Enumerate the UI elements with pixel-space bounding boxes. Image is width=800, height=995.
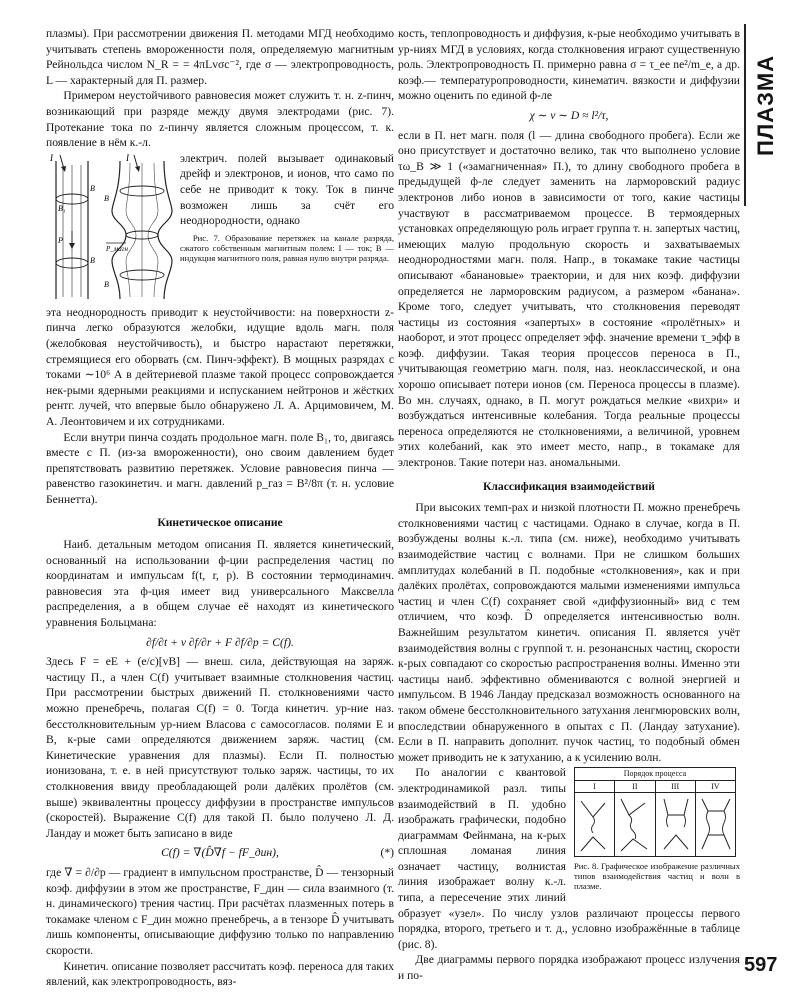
left-column: [46, 26, 394, 990]
fig7-label-P: P: [58, 235, 63, 245]
right-paragraph-1: кость, теплопроводность и диффузия, к-рые необходимо учитывать в ур-ниях МГД в условиях, когда столкновения играют существенную роль. Электропроводность П. примерно равна σ = τ_ее ne²/m_e, а др. коэф.— температуропроводности, кинематич. вязкости и диффузии можно оценить по единой ф-ле: [398, 27, 740, 103]
left-paragraph-7: где ∇ = ∂/∂p — градиент в импульсном пространстве, D̂ — тензорный коэф. диффузии в этом же пространстве, F_дин — сила взаимного (т. н. динамического) трения частиц. При расчётах плазменных потерь в токамаке членом с F_дин можно пренебречь, а в тензоре D̂ учитывать лишь компоненты, описывающие диффузию только по направлению скорости.: [46, 865, 394, 957]
figure-7: [46, 151, 174, 303]
right-paragraph-4: По аналогии с квантовой электродинамикой разл. типы взаимодействий в П. удобно изображать графически, подобно диаграммам Фейнмана, на к-рых сплошная ломаная линия означает частицу, волнистая линия изображает волну к.-л. типа, а пересечение этих линий образует «узел». По числу узлов различают процессы первого порядка, второго, третьего и т. д., условно изображённые в таблице (рис. 8).: [398, 766, 740, 951]
diagram-third-order-icon: [656, 793, 695, 855]
left-paragraph-4: Если внутри пинча создать продольное магн. поле B₁, то, двигаясь вместе с П. (из-за вмороженности), оно своим давлением будет препятствовать развитию перетяжек. Условие равновесия пинча — равенство газокинетич. и магн. давлений p_газ = B²/8π (т. н. условие Беннетта).: [46, 430, 394, 506]
heading-classification: Классификация взаимодействий: [483, 479, 655, 493]
figure-7-pinch-diagram: [46, 151, 174, 303]
left-paragraph-3: эта неоднородность приводит к неустойчивости: на поверхности z-пинча легко образуются желобки, идущие вдоль магн. поля (желобковая неустойчивость), и быстро нарастают перетяжки, стремящиеся его оборвать (см. Пинч-эффект). В мощных разрядах с токами ∼10⁶ А в дейтериевой плазме такой процесс сопровождается нек-рыми ядерными реакциями и испусканием нейтронов и жёстких рентг. лучей, что впервые было обнаружено Л. А. Арцимовичем, М. А. Леонтовичем и их сотрудниками.: [46, 305, 394, 428]
side-rule: [744, 24, 746, 206]
side-title: ПЛАЗМА: [753, 54, 778, 156]
formula-landau-block: [46, 845, 394, 861]
left-paragraph-2: Примером неустойчивого равновесия может служить т. н. z-пинч, возникающий при разряде между двумя электродами (рис. 7). Протекание тока по z-пинчу является сложным процессом, т. к. появление в нём к.-л.: [46, 89, 394, 150]
right-paragraph-3: При высоких темп-рах и низкой плотности П. можно пренебречь столкновениями частиц с частицами. Однако в случае, когда в П. возбуждены волны к.-л. типа (см. ниже), необходимо учитывать взаимодействие частиц с волнами. При не слишком больших амплитудах колебаний в П. подобные «столкновения», как и при далёких пролётах, сопровождаются малыми изменениями импульса частиц и член C(f) сохраняет свой «диффузионный» вид с тем отличием, что коэф. D̂ определяется интенсивностью волн. Важнейшим результатом кинетич. описания П. является учёт взаимодействия волны с группой т. н. резонансных частиц, скорости к-рых совпадают со скоростью распространения волны. Именно эти частицы наиб. эффективно обмениваются с волной энергией и импульсом. В 1946 Ландау предсказал возможность основанного на таком обмене бесстолкновительного затухания ленгмюровских волн, впоследствии обнаруженного в опытах с П. (Ландау затухание). Если в П. направить дополнит. пучок частиц, то подобный обмен может приводить не к затуханию, а к усилению волн.: [398, 501, 740, 764]
heading-kinetic-description: Кинетическое описание: [157, 516, 283, 530]
diagram-second-order-icon: [615, 793, 654, 855]
figure-8-title: Порядок процесса: [575, 768, 735, 781]
figure-8-columns: [575, 781, 735, 856]
fig7-label-B1: B: [90, 183, 95, 193]
left-paragraph-6: Здесь F = eE + (e/c)[vB] — внеш. сила, действующая на заряж. частицу П., а член C(f) учитывает взаимные столкновения частиц. При рассмотрении быстрых движений П. столкновениями часто можно пренебречь, полагая C(f) = 0. Тогда кинетич. ур-ние наз. бесстолкновительным ур-нием Власова с самосогласов. полями E и B, к-рые сами определяются движением заряж. частиц (см. Кинетические уравнения для плазмы). Если П. полностью ионизована, т. е. в ней присутствуют только заряж. частицы, то их столкновения ввиду преобладающей роли далёких пролётов (см. выше) эквивалентны процессу диффузии в пространстве импульсов (скоростей). Выражение C(f) для такой П. было получено Л. Д. Ландау и может быть записано в виде: [46, 655, 394, 840]
left-paragraph-5: Наиб. детальным методом описания П. является кинетический, основанный на использовании ф-ции распределения частиц по координатам и импульсам f(t, r, p). В состоянии термодинамич. равновесия эта ф-ция имеет вид универсального Максвелла распределения, а в общем случае её находят из кинетического уравнения Больцмана:: [46, 538, 394, 630]
fig7-label-B1sub: B₁: [58, 203, 66, 213]
formula-landau: C(f) = ∇(D̂∇f − fF_дин),: [161, 846, 279, 860]
formula-boltzmann: ∂f/∂t + v ∂f/∂r + F ∂f/∂p = C(f).: [146, 635, 294, 649]
diagram-first-order-icon: [575, 793, 614, 855]
fig7-label-B2: B: [90, 255, 95, 265]
fig7-label-B4: B: [104, 279, 109, 289]
right-column: [398, 26, 740, 984]
formula-landau-tag: (*): [380, 846, 394, 860]
page-number: 597: [744, 954, 778, 976]
diagram-fourth-order-icon: [696, 793, 735, 855]
left-paragraph-2-wrap: электрич. полей вызывает одинаковый дрейф и электронов, и ионов, что само по себе не приводит к току. Ток в пинче возможен лишь за счёт его неоднородности, однако: [180, 151, 394, 228]
figure-8-table: [574, 767, 736, 857]
right-paragraph-2: если в П. нет магн. поля (l — длина свободного пробега). Если же оно присутствует и достаточно велико, так что выполнено условие τω_B ≫ 1 («замагниченная» П.), то длину свободного пробега в предыдущей ф-ле следует заменить на ларморовский радиус электронов либо ионов в зависимости от того, какие частицы участвуют в рассматриваемом процессе. В термоядерных установках определяющую роль играет группа т. н. запертых частиц, имеющих малую продольную скорость и захватываемых неоднородностями магн. поля. Напр., в токамаке такие частицы описывают «банановые» траектории, и для них коэф. диффузии определяется не ларморовским радиусом, а размером «банана». Кроме того, следует учитывать, что столкновения переводят частицы из состояния «запертых» в состояние «пролётных» и наоборот, и этот процесс определяет эфф. значение времени τ_эфф в коэф. диффузии. Такая теория процессов переноса в П., учитывающая геометрию магн. поля, наз. неоклассической, и она хорошо описывает потери ионов (см. Переноса процессы в плазме). Во мн. случаях, однако, в П. могут рождаться мелкие «вихри» и возбуждаться интенсивные колебания. Тогда реальные процессы переноса определяются не столкновениями, а величиной, уровнем этих колебаний, как это имеет место, напр., в токамаке для электронов. Такие потери наз. аномальными.: [398, 128, 740, 470]
figure-8: [574, 767, 740, 891]
figure-8-caption: Рис. 8. Графическое изображение различных типов взаимодействия частиц и волн в плазме.: [574, 861, 740, 892]
figure-8-col-3-label: III: [656, 781, 695, 793]
figure-7-block: [46, 151, 394, 305]
right-paragraph-5: Две диаграммы первого порядка изображают процесс излучения и по-: [398, 953, 740, 983]
fig7-label-B3: B: [104, 193, 109, 203]
figure-8-col-4-label: IV: [696, 781, 735, 793]
left-paragraph-8: Кинетич. описание позволяет рассчитать коэф. переноса для таких явлений, как электропроводность, вяз-: [46, 959, 394, 989]
fig7-label-I-right: I: [126, 152, 129, 163]
figure-8-col-4: [696, 781, 735, 856]
formula-transport: χ ∼ ν ∼ D ≈ l²/τ,: [529, 108, 609, 122]
fig7-label-I-left: I: [50, 152, 53, 163]
figure-8-col-1-label: I: [575, 781, 614, 793]
figure-8-col-1: [575, 781, 615, 856]
figure-7-caption: Рис. 7. Образование перетяжек на канале разряда, сжатого собственным магнитным полем: I — ток; B — индукция магнитного поля, равная нулю внутри разряда.: [180, 232, 394, 263]
fig7-label-P-magn: P_магн: [106, 244, 128, 253]
figure-8-col-3: [656, 781, 696, 856]
left-paragraph-1: плазмы). При рассмотрении движения П. методами МГД необходимо учитывать степень вмороженности поля, определяемую магнитным Рейнольдса числом N_R = = 4πLvσc⁻², где σ — электропроводность, L — характерный для П. размер.: [46, 27, 394, 87]
figure-8-col-2-label: II: [615, 781, 654, 793]
figure-8-col-2: [615, 781, 655, 856]
